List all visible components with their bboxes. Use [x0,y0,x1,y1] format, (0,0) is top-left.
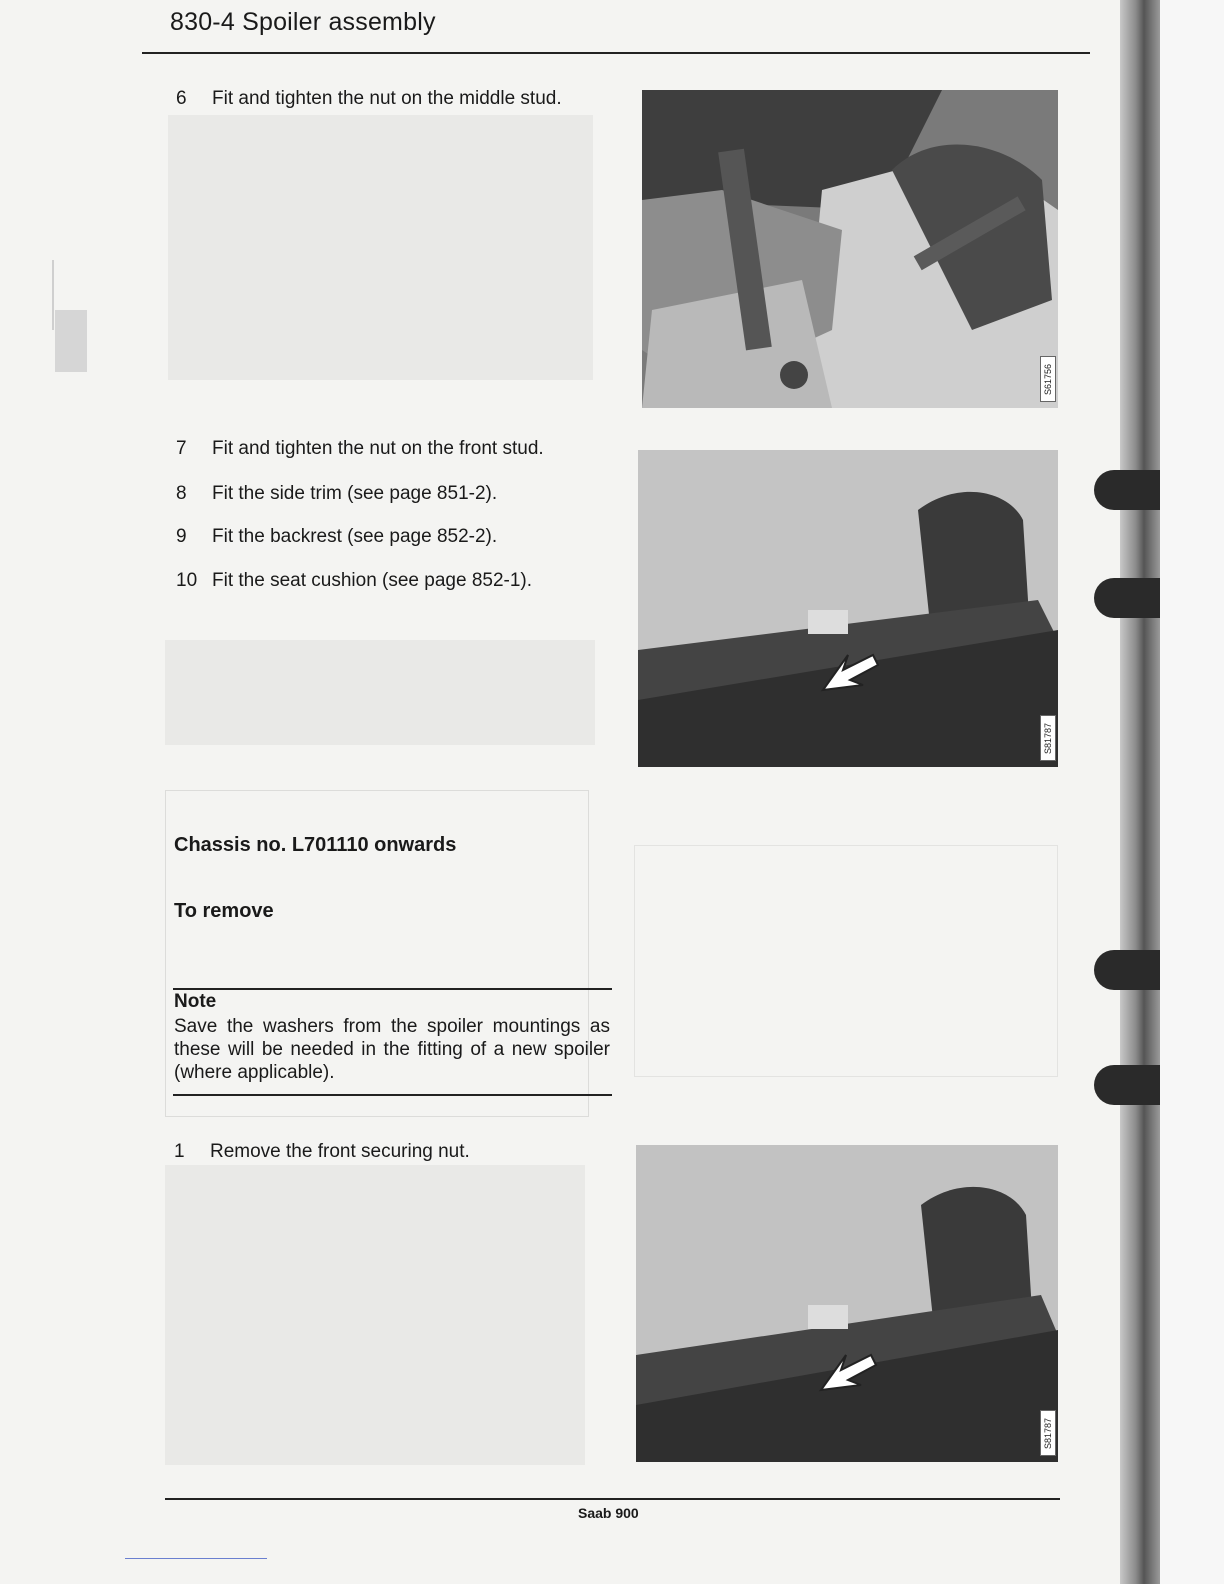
step-item [176,526,497,548]
note-top-rule [173,988,612,990]
photo-code: S81787 [1040,1410,1056,1456]
footer-text: Saab 900 [578,1505,639,1521]
photo-illustration [638,450,1058,767]
step-text: Fit the side trim (see page 851-2). [212,483,498,504]
binder-ring-icon [1094,950,1160,990]
step-item [176,483,497,505]
binder-ring-icon [1094,1065,1160,1105]
page-title: 830-4 Spoiler assembly [170,8,436,36]
binder-spine [1120,0,1160,1584]
step-text: Fit the seat cushion (see page 852-1). [212,570,533,591]
photo-illustration [642,90,1058,408]
margin-mark [52,260,54,330]
step-number: 6 [176,88,187,109]
header-rule [142,52,1090,54]
binder-ring-icon [1094,578,1160,618]
step-number: 7 [176,438,187,459]
note-title: Note [174,991,217,1012]
section-subheading: To remove [174,900,274,922]
step-number: 1 [174,1141,185,1162]
page-edge [1160,0,1224,1584]
note-text: Save the washers from the spoiler mountings as these will be needed in the fitting of a new spoiler (where applicable). [174,1016,610,1083]
bleed-through-area [165,640,595,745]
photo-code: S81787 [1040,715,1056,761]
scan-artifact-line [125,1558,267,1559]
note-bottom-rule [173,1094,612,1096]
footer-rule [165,1498,1060,1500]
photo-illustration [636,1145,1058,1462]
step-item [176,438,544,460]
step-item [176,570,532,592]
step-number: 8 [176,483,187,504]
photo-middle-stud [642,90,1058,408]
photo-front-stud [638,450,1058,767]
bleed-through-frame [634,845,1058,1077]
bleed-through-area [165,1165,585,1465]
step-item [176,88,562,110]
step-number: 9 [176,526,187,547]
step-item [174,1141,470,1163]
step-text: Fit and tighten the nut on the front stud. [212,438,544,459]
step-text: Fit and tighten the nut on the middle stud. [212,88,562,109]
step-number: 10 [176,570,198,591]
section-heading: Chassis no. L701110 onwards [174,834,457,856]
photo-front-securing-nut [636,1145,1058,1462]
bleed-through-area [168,115,593,380]
step-text: Fit the backrest (see page 852-2). [212,526,498,547]
photo-code: S61756 [1040,356,1056,402]
step-text: Remove the front securing nut. [210,1141,470,1162]
binder-ring-icon [1094,470,1160,510]
margin-tab [55,310,87,372]
